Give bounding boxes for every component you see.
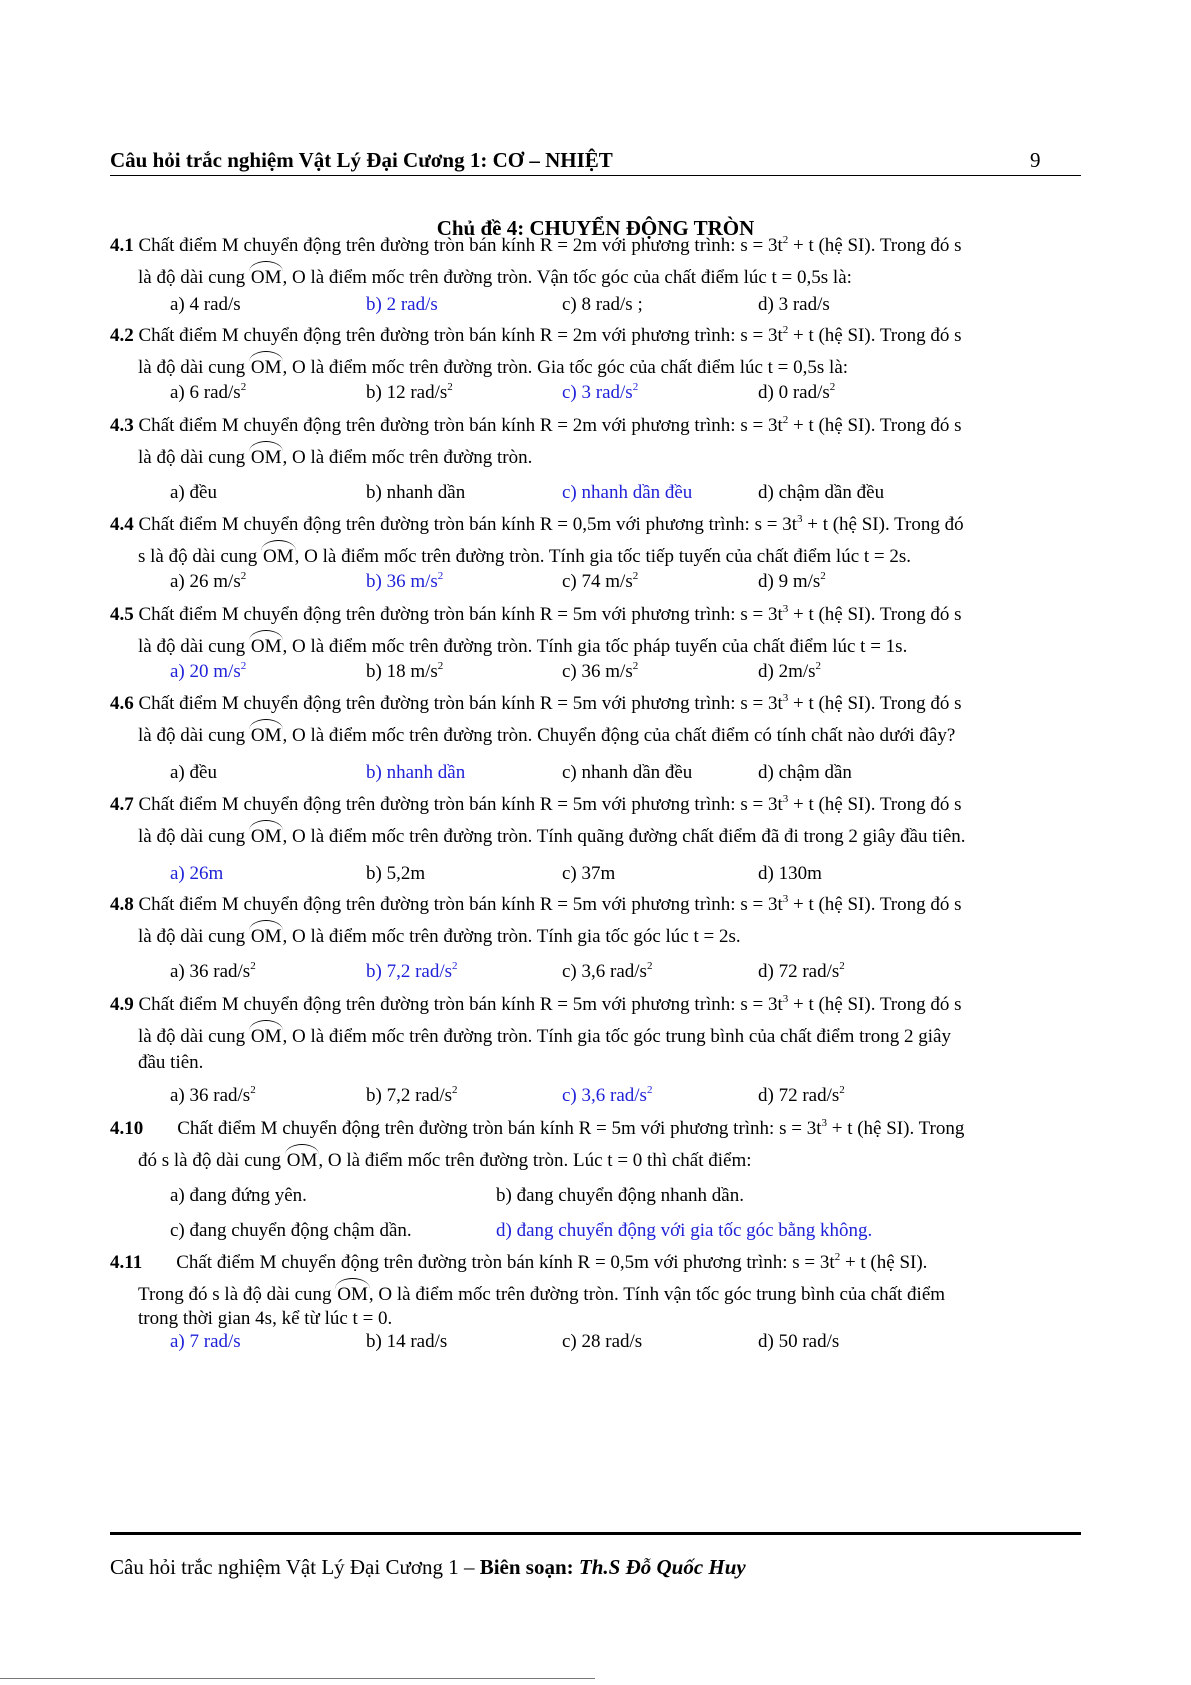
option-d[interactable] — [758, 961, 845, 983]
arc-om: OM — [250, 357, 282, 378]
option-c[interactable] — [562, 382, 638, 404]
question-text: Chất điểm M chuyển động trên đường tròn bán kính R = 2m với phương trình: s = 3t — [138, 235, 783, 256]
option-exponent: 2 — [646, 960, 653, 972]
question-continuation — [110, 358, 1083, 377]
option-text: c) 8 rad/s ; — [562, 294, 643, 315]
option-d[interactable] — [758, 482, 884, 504]
continuation-text-end: , O là điểm mốc trên đường tròn. Tính gia tốc tiếp tuyến của chất điểm lúc t = 2s. — [294, 546, 912, 567]
option-d[interactable] — [758, 571, 826, 593]
question-continuation — [110, 726, 1083, 745]
exponent: 3 — [782, 603, 789, 615]
question-text: Chất điểm M chuyển động trên đường tròn bán kính R = 0,5m với phương trình: s = 3t — [138, 514, 797, 535]
footer-author: Th.S Đỗ Quốc Huy — [578, 1555, 746, 1579]
option-exponent: 2 — [452, 1084, 458, 1096]
option-c[interactable] — [562, 482, 692, 504]
header-divider — [110, 175, 1081, 176]
continuation-text-end: , O là điểm mốc trên đường tròn. Tính gia tốc góc lúc t = 2s. — [282, 926, 741, 947]
option-text: d) 2m/s — [758, 661, 816, 682]
question-text-end: + t (hệ SI). Trong đó s — [788, 994, 962, 1015]
question-number: 4.2 — [110, 325, 134, 346]
option-text: a) 26 m/s — [170, 571, 241, 592]
option-a[interactable] — [170, 382, 246, 404]
continuation-text-end: , O là điểm mốc trên đường tròn. Tính vận tốc góc trung bình của chất điểm — [368, 1284, 946, 1305]
question-4-1 — [110, 236, 1083, 255]
option-b[interactable] — [366, 382, 453, 404]
question-text-end: + t (hệ SI). Trong đó — [802, 514, 964, 535]
continuation-text: là độ dài cung — [138, 725, 250, 746]
option-c[interactable] — [170, 1220, 412, 1242]
option-d[interactable] — [758, 863, 822, 885]
option-text: b) 36 m/s — [366, 571, 438, 592]
option-exponent: 2 — [829, 381, 836, 393]
option-text: a) đang đứng yên. — [170, 1185, 307, 1206]
arc-om: OM — [250, 1026, 282, 1047]
option-d[interactable] — [758, 1331, 839, 1353]
option-text: a) 20 m/s — [170, 661, 241, 682]
question-4-8 — [110, 895, 1083, 914]
option-d[interactable] — [758, 294, 830, 316]
option-text: d) chậm dần đều — [758, 482, 885, 503]
continuation-text-end: , O là điểm mốc trên đường tròn. Chuyển động của chất điểm có tính chất nào dưới đây? — [282, 725, 956, 746]
option-b[interactable] — [366, 762, 465, 784]
arc-om: OM — [337, 1284, 368, 1305]
option-text: a) 6 rad/s — [170, 382, 241, 403]
question-4-11 — [110, 1253, 1083, 1272]
option-text: b) 7,2 rad/s — [366, 961, 453, 982]
arc-om: OM — [250, 725, 282, 746]
option-text: c) nhanh dần đều — [562, 482, 693, 503]
exponent: 3 — [782, 793, 789, 805]
question-4-3 — [110, 416, 1083, 435]
continuation-text: đó s là độ dài cung — [138, 1150, 286, 1171]
arc-om: OM — [250, 926, 282, 947]
exponent: 2 — [782, 414, 789, 426]
question-4-7 — [110, 795, 1083, 814]
question-number: 4.7 — [110, 794, 134, 815]
question-text: Chất điểm M chuyển động trên đường tròn bán kính R = 5m với phương trình: s = 3t — [138, 794, 783, 815]
arc-om: OM — [286, 1150, 318, 1171]
continuation-text-end: , O là điểm mốc trên đường tròn. Vận tốc góc của chất điểm lúc t = 0,5s là: — [282, 267, 852, 288]
option-exponent: 2 — [250, 1084, 256, 1096]
option-text: c) 37m — [562, 863, 616, 884]
option-text: b) 14 rad/s — [366, 1331, 448, 1352]
option-text: b) 12 rad/s — [366, 382, 448, 403]
arc-om: OM — [250, 826, 282, 847]
option-exponent: 2 — [240, 570, 247, 582]
option-text: d) đang chuyển động với gia tốc góc bằng không. — [496, 1220, 873, 1241]
question-4-6 — [110, 694, 1083, 713]
page-bottom-divider — [0, 1678, 595, 1679]
option-exponent: 2 — [240, 381, 247, 393]
continuation-text: là độ dài cung — [138, 826, 250, 847]
question-number: 4.9 — [110, 994, 134, 1015]
option-text: c) đang chuyển động chậm dần. — [170, 1220, 412, 1241]
option-exponent: 2 — [447, 381, 453, 393]
question-text: Chất điểm M chuyển động trên đường tròn bán kính R = 5m với phương trình: s = 3t — [138, 994, 783, 1015]
exponent: 2 — [834, 1251, 841, 1263]
exponent: 3 — [782, 893, 789, 905]
option-text: d) 72 rad/s — [758, 961, 840, 982]
option-text: c) 3,6 rad/s — [562, 1085, 647, 1106]
option-text: a) đều — [170, 482, 217, 503]
question-text: Chất điểm M chuyển động trên đường tròn bán kính R = 5m với phương trình: s = 3t — [177, 1118, 822, 1139]
footer — [110, 1555, 746, 1580]
question-continuation — [110, 927, 1083, 946]
continuation-text-end: , O là điểm mốc trên đường tròn. Tính gia tốc pháp tuyến của chất điểm lúc t = 1s. — [282, 636, 908, 657]
option-text: b) 18 m/s — [366, 661, 438, 682]
continuation-text: là độ dài cung — [138, 447, 250, 468]
question-text-end: + t (hệ SI). Trong đó s — [788, 794, 962, 815]
question-continuation — [110, 1151, 1083, 1170]
question-text-end: + t (hệ SI). Trong đó s — [788, 693, 962, 714]
question-4-2 — [110, 326, 1083, 345]
continuation-text: là độ dài cung — [138, 926, 250, 947]
question-text-end: + t (hệ SI). Trong đó s — [788, 604, 962, 625]
option-d[interactable] — [758, 382, 835, 404]
option-text: d) 130m — [758, 863, 822, 884]
continuation-text-end: , O là điểm mốc trên đường tròn. Tính gia tốc góc trung bình của chất điểm trong 2 giây — [282, 1026, 951, 1047]
option-a[interactable] — [170, 571, 246, 593]
exponent: 3 — [782, 993, 789, 1005]
question-continuation-2 — [110, 1309, 1083, 1328]
continuation-text: là độ dài cung — [138, 1026, 250, 1047]
question-number: 4.5 — [110, 604, 134, 625]
question-number: 4.10 — [110, 1118, 144, 1139]
option-a[interactable] — [170, 1085, 256, 1107]
option-b[interactable] — [366, 482, 465, 504]
option-a[interactable] — [170, 1331, 241, 1353]
arc-om: OM — [250, 267, 282, 288]
option-d[interactable] — [496, 1220, 872, 1242]
option-text: b) 5,2m — [366, 863, 426, 884]
footer-label: Biên soạn: — [479, 1555, 579, 1579]
question-4-10 — [110, 1119, 1083, 1138]
arc-om: OM — [263, 546, 294, 567]
question-4-5 — [110, 605, 1083, 624]
option-b[interactable] — [366, 1331, 447, 1353]
option-text: a) 7 rad/s — [170, 1331, 241, 1352]
question-number: 4.8 — [110, 894, 134, 915]
question-text: Chất điểm M chuyển động trên đường tròn bán kính R = 2m với phương trình: s = 3t — [138, 415, 783, 436]
question-text-end: + t (hệ SI). Trong đó s — [788, 235, 962, 256]
question-text-end: + t (hệ SI). Trong — [826, 1118, 965, 1139]
question-4-9 — [110, 995, 1083, 1014]
continuation-text: Trong đó s là độ dài cung — [138, 1284, 337, 1305]
option-a[interactable] — [170, 661, 246, 683]
option-a[interactable] — [170, 294, 241, 316]
option-text: b) nhanh dần — [366, 762, 466, 783]
question-text-end: + t (hệ SI). Trong đó s — [788, 325, 962, 346]
option-exponent: 2 — [646, 1084, 653, 1096]
footer-text: Câu hỏi trắc nghiệm Vật Lý Đại Cương 1 – — [110, 1555, 480, 1579]
continuation-text: là độ dài cung — [138, 267, 250, 288]
option-exponent: 2 — [632, 570, 639, 582]
question-number: 4.1 — [110, 235, 134, 256]
question-continuation — [110, 448, 1083, 467]
option-text: b) đang chuyển động nhanh dần. — [496, 1185, 744, 1206]
option-exponent: 2 — [839, 960, 845, 972]
question-4-4 — [110, 515, 1083, 534]
question-continuation — [110, 1027, 1083, 1046]
option-d[interactable] — [758, 1085, 845, 1107]
option-text: a) đều — [170, 762, 217, 783]
option-text: d) chậm dần — [758, 762, 852, 783]
option-b[interactable] — [366, 571, 443, 593]
option-exponent: 2 — [632, 381, 639, 393]
continuation-text-2: đầu tiên. — [138, 1052, 204, 1073]
question-text-end: + t (hệ SI). Trong đó s — [788, 415, 962, 436]
exponent: 2 — [782, 324, 789, 336]
exponent: 3 — [782, 692, 789, 704]
option-a[interactable] — [170, 863, 223, 885]
option-text: b) 2 rad/s — [366, 294, 438, 315]
option-exponent: 2 — [240, 660, 247, 672]
topic-title: Chủ đề 4: CHUYỂN ĐỘNG TRÒN — [436, 216, 755, 240]
page-number: 9 — [1030, 148, 1041, 172]
option-b[interactable] — [496, 1185, 744, 1207]
question-continuation — [110, 827, 1083, 846]
option-text: c) 36 m/s — [562, 661, 633, 682]
option-a[interactable] — [170, 482, 217, 504]
question-continuation — [110, 547, 1083, 566]
option-exponent: 2 — [452, 960, 458, 972]
option-text: c) 3,6 rad/s — [562, 961, 647, 982]
question-text: Chất điểm M chuyển động trên đường tròn bán kính R = 2m với phương trình: s = 3t — [138, 325, 783, 346]
option-text: a) 26m — [170, 863, 224, 884]
option-b[interactable] — [366, 1085, 458, 1107]
option-exponent: 2 — [437, 660, 444, 672]
option-exponent: 2 — [250, 960, 256, 972]
option-exponent: 2 — [839, 1084, 845, 1096]
option-text: a) 36 rad/s — [170, 1085, 251, 1106]
option-c[interactable] — [562, 1331, 642, 1353]
exponent: 2 — [782, 234, 789, 246]
question-text-end: + t (hệ SI). — [840, 1252, 928, 1273]
option-exponent: 2 — [820, 570, 826, 582]
continuation-text: là độ dài cung — [138, 357, 250, 378]
question-text: Chất điểm M chuyển động trên đường tròn bán kính R = 5m với phương trình: s = 3t — [138, 894, 783, 915]
option-text: a) 4 rad/s — [170, 294, 241, 315]
question-number: 4.11 — [110, 1252, 143, 1273]
arc-om: OM — [250, 636, 282, 657]
continuation-text-end: , O là điểm mốc trên đường tròn. Lúc t = 0 thì chất điểm: — [318, 1150, 752, 1171]
continuation-text-end: , O là điểm mốc trên đường tròn. Gia tốc góc của chất điểm lúc t = 0,5s là: — [282, 357, 849, 378]
question-continuation — [110, 637, 1083, 656]
option-b[interactable] — [366, 863, 425, 885]
option-c[interactable] — [562, 961, 652, 983]
option-b[interactable] — [366, 661, 443, 683]
option-text: b) nhanh dần — [366, 482, 466, 503]
question-number: 4.4 — [110, 514, 134, 535]
option-exponent: 2 — [632, 660, 639, 672]
option-text: c) 3 rad/s — [562, 382, 633, 403]
continuation-text-2: trong thời gian 4s, kể từ lúc t = 0. — [138, 1308, 393, 1329]
question-text-end: + t (hệ SI). Trong đó s — [788, 894, 962, 915]
question-continuation — [110, 268, 1083, 287]
option-text: d) 50 rad/s — [758, 1331, 840, 1352]
option-c[interactable] — [562, 661, 638, 683]
option-b[interactable] — [366, 294, 438, 316]
option-text: b) 7,2 rad/s — [366, 1085, 453, 1106]
option-text: c) nhanh dần đều — [562, 762, 693, 783]
option-text: d) 0 rad/s — [758, 382, 830, 403]
question-text: Chất điểm M chuyển động trên đường tròn bán kính R = 5m với phương trình: s = 3t — [138, 604, 783, 625]
continuation-text: là độ dài cung — [138, 636, 250, 657]
option-text: c) 74 m/s — [562, 571, 633, 592]
option-c[interactable] — [562, 571, 638, 593]
option-a[interactable] — [170, 961, 256, 983]
question-continuation-2 — [110, 1053, 1083, 1072]
header-title: Câu hỏi trắc nghiệm Vật Lý Đại Cương 1: CƠ – NHIỆT — [110, 148, 613, 172]
option-exponent: 2 — [437, 570, 444, 582]
option-c[interactable] — [562, 294, 643, 316]
question-number: 4.3 — [110, 415, 134, 436]
option-text: a) 36 rad/s — [170, 961, 251, 982]
option-text: d) 72 rad/s — [758, 1085, 840, 1106]
option-a[interactable] — [170, 762, 217, 784]
continuation-text-end: , O là điểm mốc trên đường tròn. Tính quãng đường chất điểm đã đi trong 2 giây đầu tiên. — [282, 826, 966, 847]
option-b[interactable] — [366, 961, 458, 983]
option-text: d) 3 rad/s — [758, 294, 830, 315]
continuation-text: s là độ dài cung — [138, 546, 263, 567]
option-text: c) 28 rad/s — [562, 1331, 643, 1352]
option-a[interactable] — [170, 1185, 307, 1207]
option-exponent: 2 — [815, 660, 822, 672]
option-d[interactable] — [758, 762, 852, 784]
exponent: 3 — [796, 513, 803, 525]
question-text: Chất điểm M chuyển động trên đường tròn bán kính R = 0,5m với phương trình: s = 3t — [176, 1252, 835, 1273]
option-c[interactable] — [562, 762, 692, 784]
option-text: d) 9 m/s — [758, 571, 821, 592]
exponent: 3 — [821, 1117, 827, 1129]
option-d[interactable] — [758, 661, 821, 683]
arc-om: OM — [250, 447, 282, 468]
continuation-text-end: , O là điểm mốc trên đường tròn. — [282, 447, 533, 468]
footer-divider — [110, 1532, 1081, 1535]
question-number: 4.6 — [110, 693, 134, 714]
question-continuation — [110, 1285, 1083, 1304]
option-c[interactable] — [562, 1085, 652, 1107]
question-text: Chất điểm M chuyển động trên đường tròn bán kính R = 5m với phương trình: s = 3t — [138, 693, 783, 714]
option-c[interactable] — [562, 863, 615, 885]
